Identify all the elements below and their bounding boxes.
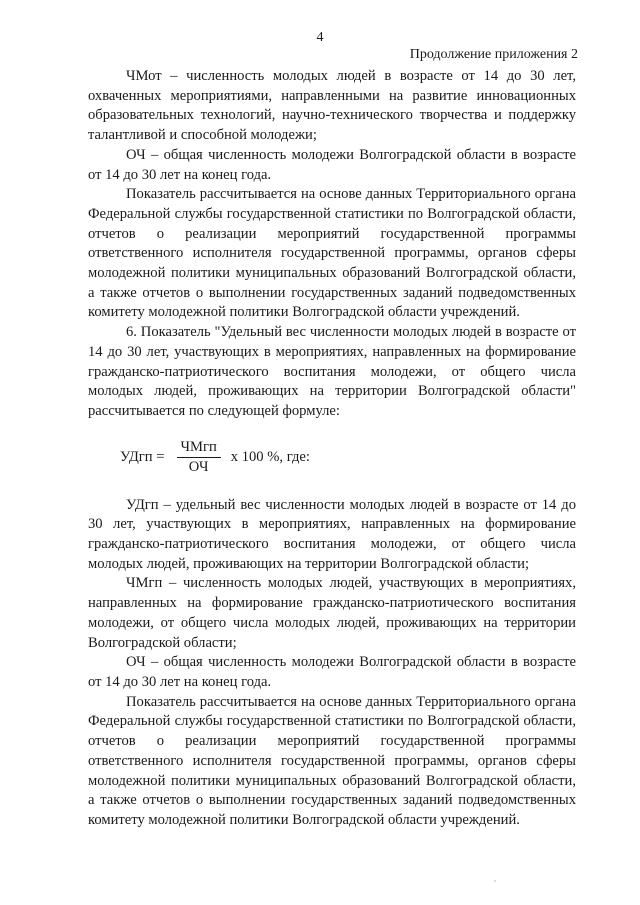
scan-speck [494, 880, 496, 882]
indicator-6-paragraph: 6. Показатель "Удельный вес численности молодых людей в возрасте от 14 до 30 лет, участвующих в мероприятиях, направленных на формирование гражданско-патриотического воспитания молодежи, от общего числа молодых людей, проживающих на территории Волгоградской области" рассчитывается по следующей формуле: [88, 324, 576, 419]
definition-chmgp: ЧМгп – численность молодых людей, участвующих в мероприятиях, направленных на формирование гражданско-патриотического воспитания молодежи, от общего числа молодых людей, проживающих на территории Волгоградской области; [88, 575, 576, 651]
appendix-continuation-note: Продолжение приложения 2 [409, 47, 578, 62]
page-number: 4 [316, 30, 324, 45]
definition-chmot: ЧМот – численность молодых людей в возрасте от 14 до 30 лет, охваченных мероприятиями, направленными на развитие инновационных образовательных технологий, научно-технического творчества и поддержку талантливой и способной молодежи; [88, 68, 576, 144]
formula-denominator: ОЧ [188, 459, 209, 476]
definition-och: ОЧ – общая численность молодежи Волгоградской области в возрасте от 14 до 30 лет на конец года. [88, 146, 576, 183]
formula-rhs: x 100 %, где: [230, 448, 310, 465]
formula-udgp [120, 436, 576, 480]
definition-och-2: ОЧ – общая численность молодежи Волгоградской области в возрасте от 14 до 30 лет на конец года. [88, 654, 576, 690]
document-body [88, 67, 576, 831]
data-source-paragraph: Показатель рассчитывается на основе данных Территориального органа Федеральной службы государственной статистики по Волгоградской области, отчетов о реализации мероприятий государственной программы ответственного исполнителя государственной программы, органов сферы молодежной политики муниципальных образований Волгоградской области, а также отчетов о выполнении государственных заданий подведомственных комитету молодежной политики Волгоградской области учреждений. [88, 186, 576, 321]
formula-numerator: ЧМгп [177, 439, 221, 458]
data-source-paragraph-2: Показатель рассчитывается на основе данных Территориального органа Федеральной службы государственной статистики по Волгоградской области, отчетов о реализации мероприятий государственной программы ответственного исполнителя государственной программы, органов сферы молодежной политики муниципальных образований Волгоградской области, а также отчетов о выполнении государственных заданий подведомственных комитету молодежной политики Волгоградской области учреждений. [88, 693, 576, 828]
formula-fraction [177, 439, 221, 476]
definition-udgp: УДгп – удельный вес численности молодых людей в возрасте от 14 до 30 лет, участвующих в мероприятиях, направленных на формирование гражданско-патриотического воспитания молодежи, от общего числа молодых людей, проживающих на территории Волгоградской области; [88, 496, 576, 572]
formula-lhs: УДгп = [120, 448, 165, 465]
